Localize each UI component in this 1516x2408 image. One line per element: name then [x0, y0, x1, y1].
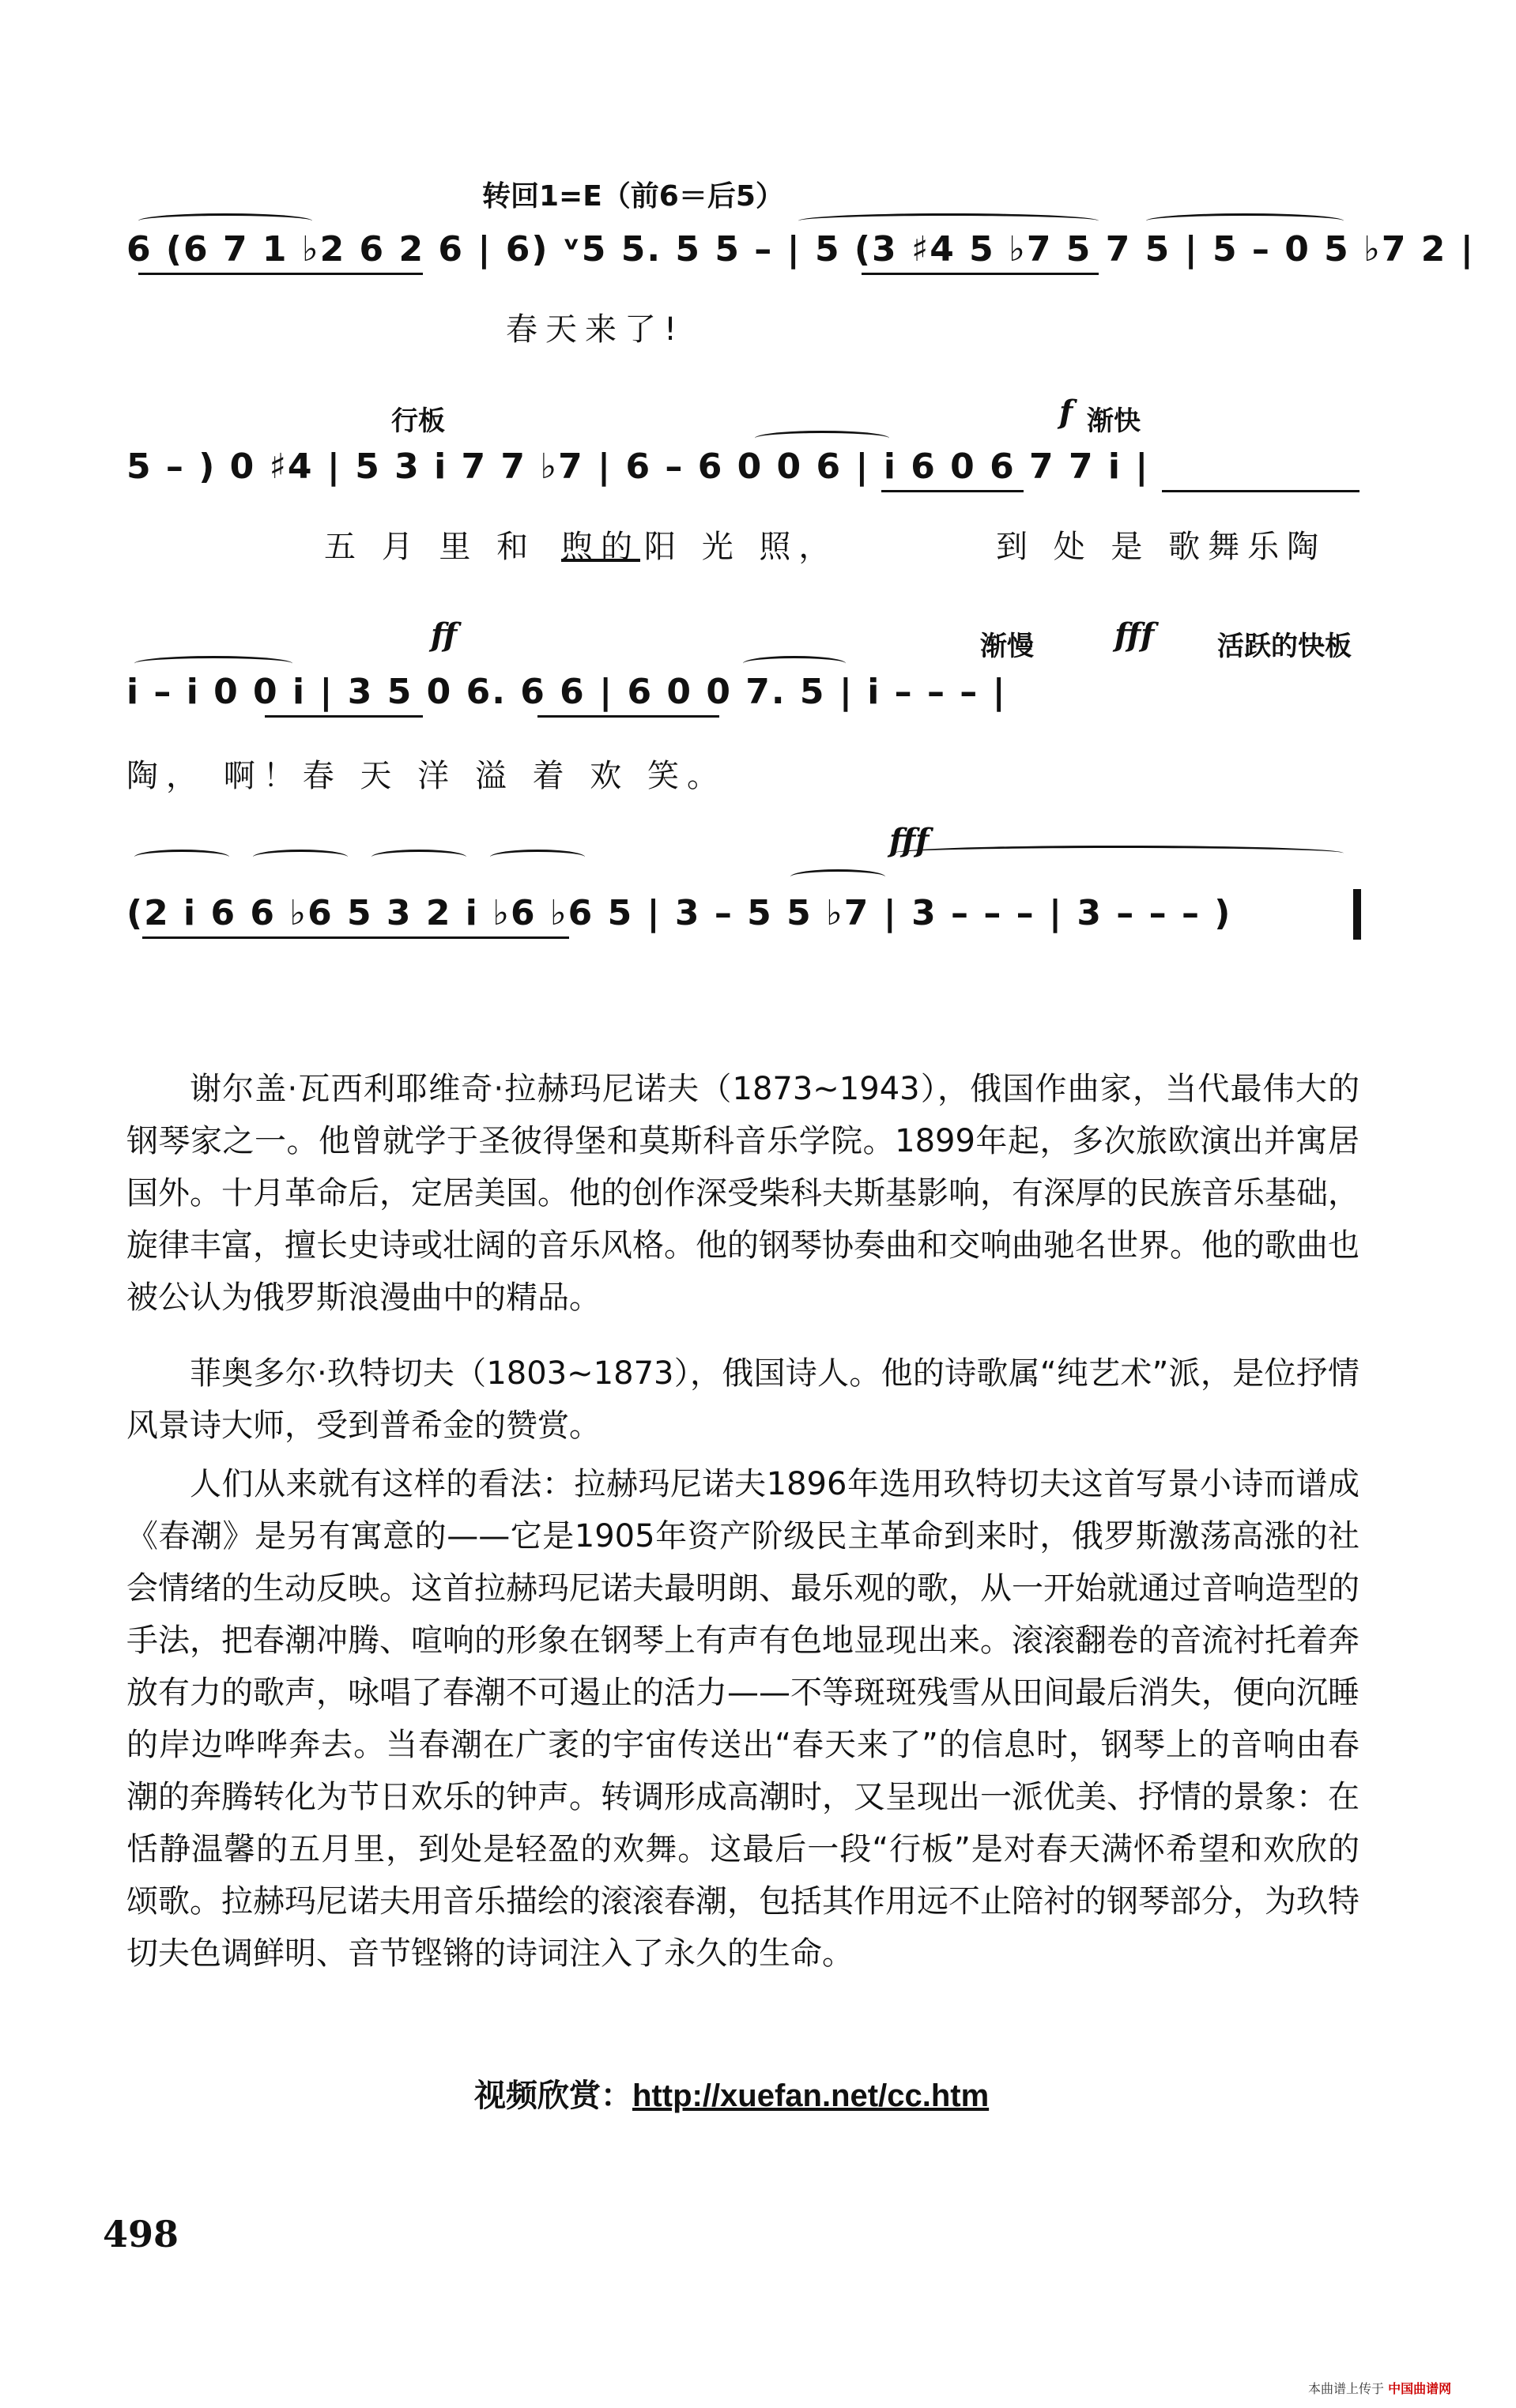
score-line-1: 6 (6 7 1 ♭2 6 2 6 | 6) ᵛ5 5. 5 5 – | 5 (3 ♯4 5 ♭7 5 7 5 | 5 – 0 5 ♭7 2 | — [126, 229, 1475, 269]
page-number: 498 — [103, 2213, 179, 2255]
score-line-2: 5 – ) 0 ♯4 | 5 3 i 7 7 ♭7 | 6 – 6 0 0 6 | i 6 0 6 7 7 i | — [126, 447, 1150, 487]
slur — [138, 213, 312, 228]
beam — [138, 273, 423, 275]
video-label: 视频欣赏： — [474, 2078, 632, 2114]
dynamic-fff: fff — [1114, 616, 1155, 654]
score-line-3: i – i 0 0 i | 3 5 0 6. 6 6 | 6 0 0 7. 5 | i – – – | — [126, 672, 1007, 712]
video-section — [474, 2071, 989, 2116]
slur — [798, 213, 1099, 228]
beam — [1162, 490, 1359, 492]
slur — [134, 656, 292, 671]
slur — [755, 431, 889, 446]
slur — [893, 846, 1344, 861]
paragraph-analysis: 人们从来就有这样的看法：拉赫玛尼诺夫1896年选用玖特切夫这首写景小诗而谱成《春潮》是另有寓意的——它是1905年资产阶级民主革命到来时，俄罗斯激荡高涨的社会情绪的生动反映。这首拉赫玛尼诺夫最明朗、最乐观的歌，从一开始就通过音响造型的手法，把春潮冲腾、喧响的形象在钢琴上有声有色地显现出来。滚滚翻卷的音流衬托着奔放有力的歌声，咏唱了春潮不可遏止的活力——不等斑斑残雪从田间最后消失，便向沉睡的岸边哗哗奔去。当春潮在广袤的宇宙传送出“春天来了”的信息时，钢琴上的音响由春潮的奔腾转化为节日欢乐的钟声。转调形成高潮时，又呈现出一派优美、抒情的景象：在恬静温馨的五月里，到处是轻盈的欢舞。这最后一段“行板”是对春天满怀希望和欢欣的颂歌。拉赫玛尼诺夫用音乐描绘的滚滚春潮，包括其作用远不止陪衬的钢琴部分，为玖特切夫色调鲜明、音节铿锵的诗词注入了永久的生命。 — [126, 1466, 1359, 1972]
paragraph-composer: 谢尔盖·瓦西利耶维奇·拉赫玛尼诺夫（1873~1943），俄国作曲家，当代最伟大的钢琴家之一。他曾就学于圣彼得堡和莫斯科音乐学院。1899年起，多次旅欧演出并寓居国外。十月革命后，定居美国。他的创作深受柴科夫斯基影响，有深厚的民族音乐基础，旋律丰富，擅长史诗或壮阔的音乐风格。他的钢琴协奏曲和交响曲驰名世界。他的歌曲也被公认为俄罗斯浪漫曲中的精品。 — [126, 1071, 1359, 1316]
lyrics-line-2d: 到 处 是 歌舞乐陶 — [996, 529, 1327, 565]
slur-triplet — [490, 850, 585, 865]
dynamic-forte: f — [1059, 394, 1073, 431]
accelerando-marking: 渐快 — [1087, 405, 1141, 437]
tempo-marking-allegro: 活跃的快板 — [1217, 631, 1352, 662]
lyrics-line-3: 陶， 啊！春 天 洋 溢 着 欢 笑。 — [126, 758, 727, 794]
ritardando-marking: 渐慢 — [980, 631, 1034, 662]
paragraph-poet: 菲奥多尔·玖特切夫（1803~1873），俄国诗人。他的诗歌属“纯艺术”派，是位抒情风景诗大师，受到普希金的赞赏。 — [126, 1355, 1359, 1444]
beam — [265, 715, 423, 718]
slur-triplet — [253, 850, 348, 865]
footer-site-logo[interactable]: 中国曲谱网 — [1388, 2381, 1452, 2396]
slur — [1146, 213, 1344, 228]
beam — [881, 490, 1024, 492]
dynamic-fff: fff — [889, 822, 930, 859]
final-barline — [1353, 889, 1361, 940]
beam — [862, 273, 1099, 275]
key-change-marking: 转回1=E（前6＝后5） — [482, 180, 784, 213]
lyrics-line-2b: 煦的 — [561, 529, 640, 565]
slur — [743, 656, 846, 671]
beam — [142, 936, 569, 939]
lyrics-line-1: 春天来了! — [506, 311, 685, 348]
footer-watermark — [1308, 2379, 1451, 2397]
video-link[interactable]: http://xuefan.net/cc.htm — [632, 2078, 990, 2113]
tempo-marking-andante: 行板 — [391, 405, 445, 437]
lyrics-line-2a: 五 月 里 和 — [324, 529, 537, 565]
beam — [537, 715, 719, 718]
slur — [790, 869, 885, 884]
lyrics-line-2c: 阳 光 照， — [644, 529, 839, 565]
slur-triplet — [371, 850, 466, 865]
slur-triplet — [134, 850, 229, 865]
score-line-4: (2 i 6 6 ♭6 5 3 2 i ♭6 ♭6 5 | 3 – 5 5 ♭7 | 3 – – – | 3 – – – ) — [126, 893, 1232, 933]
footer-text: 本曲谱上传于 — [1308, 2381, 1385, 2396]
dynamic-fortissimo: ff — [431, 616, 458, 654]
